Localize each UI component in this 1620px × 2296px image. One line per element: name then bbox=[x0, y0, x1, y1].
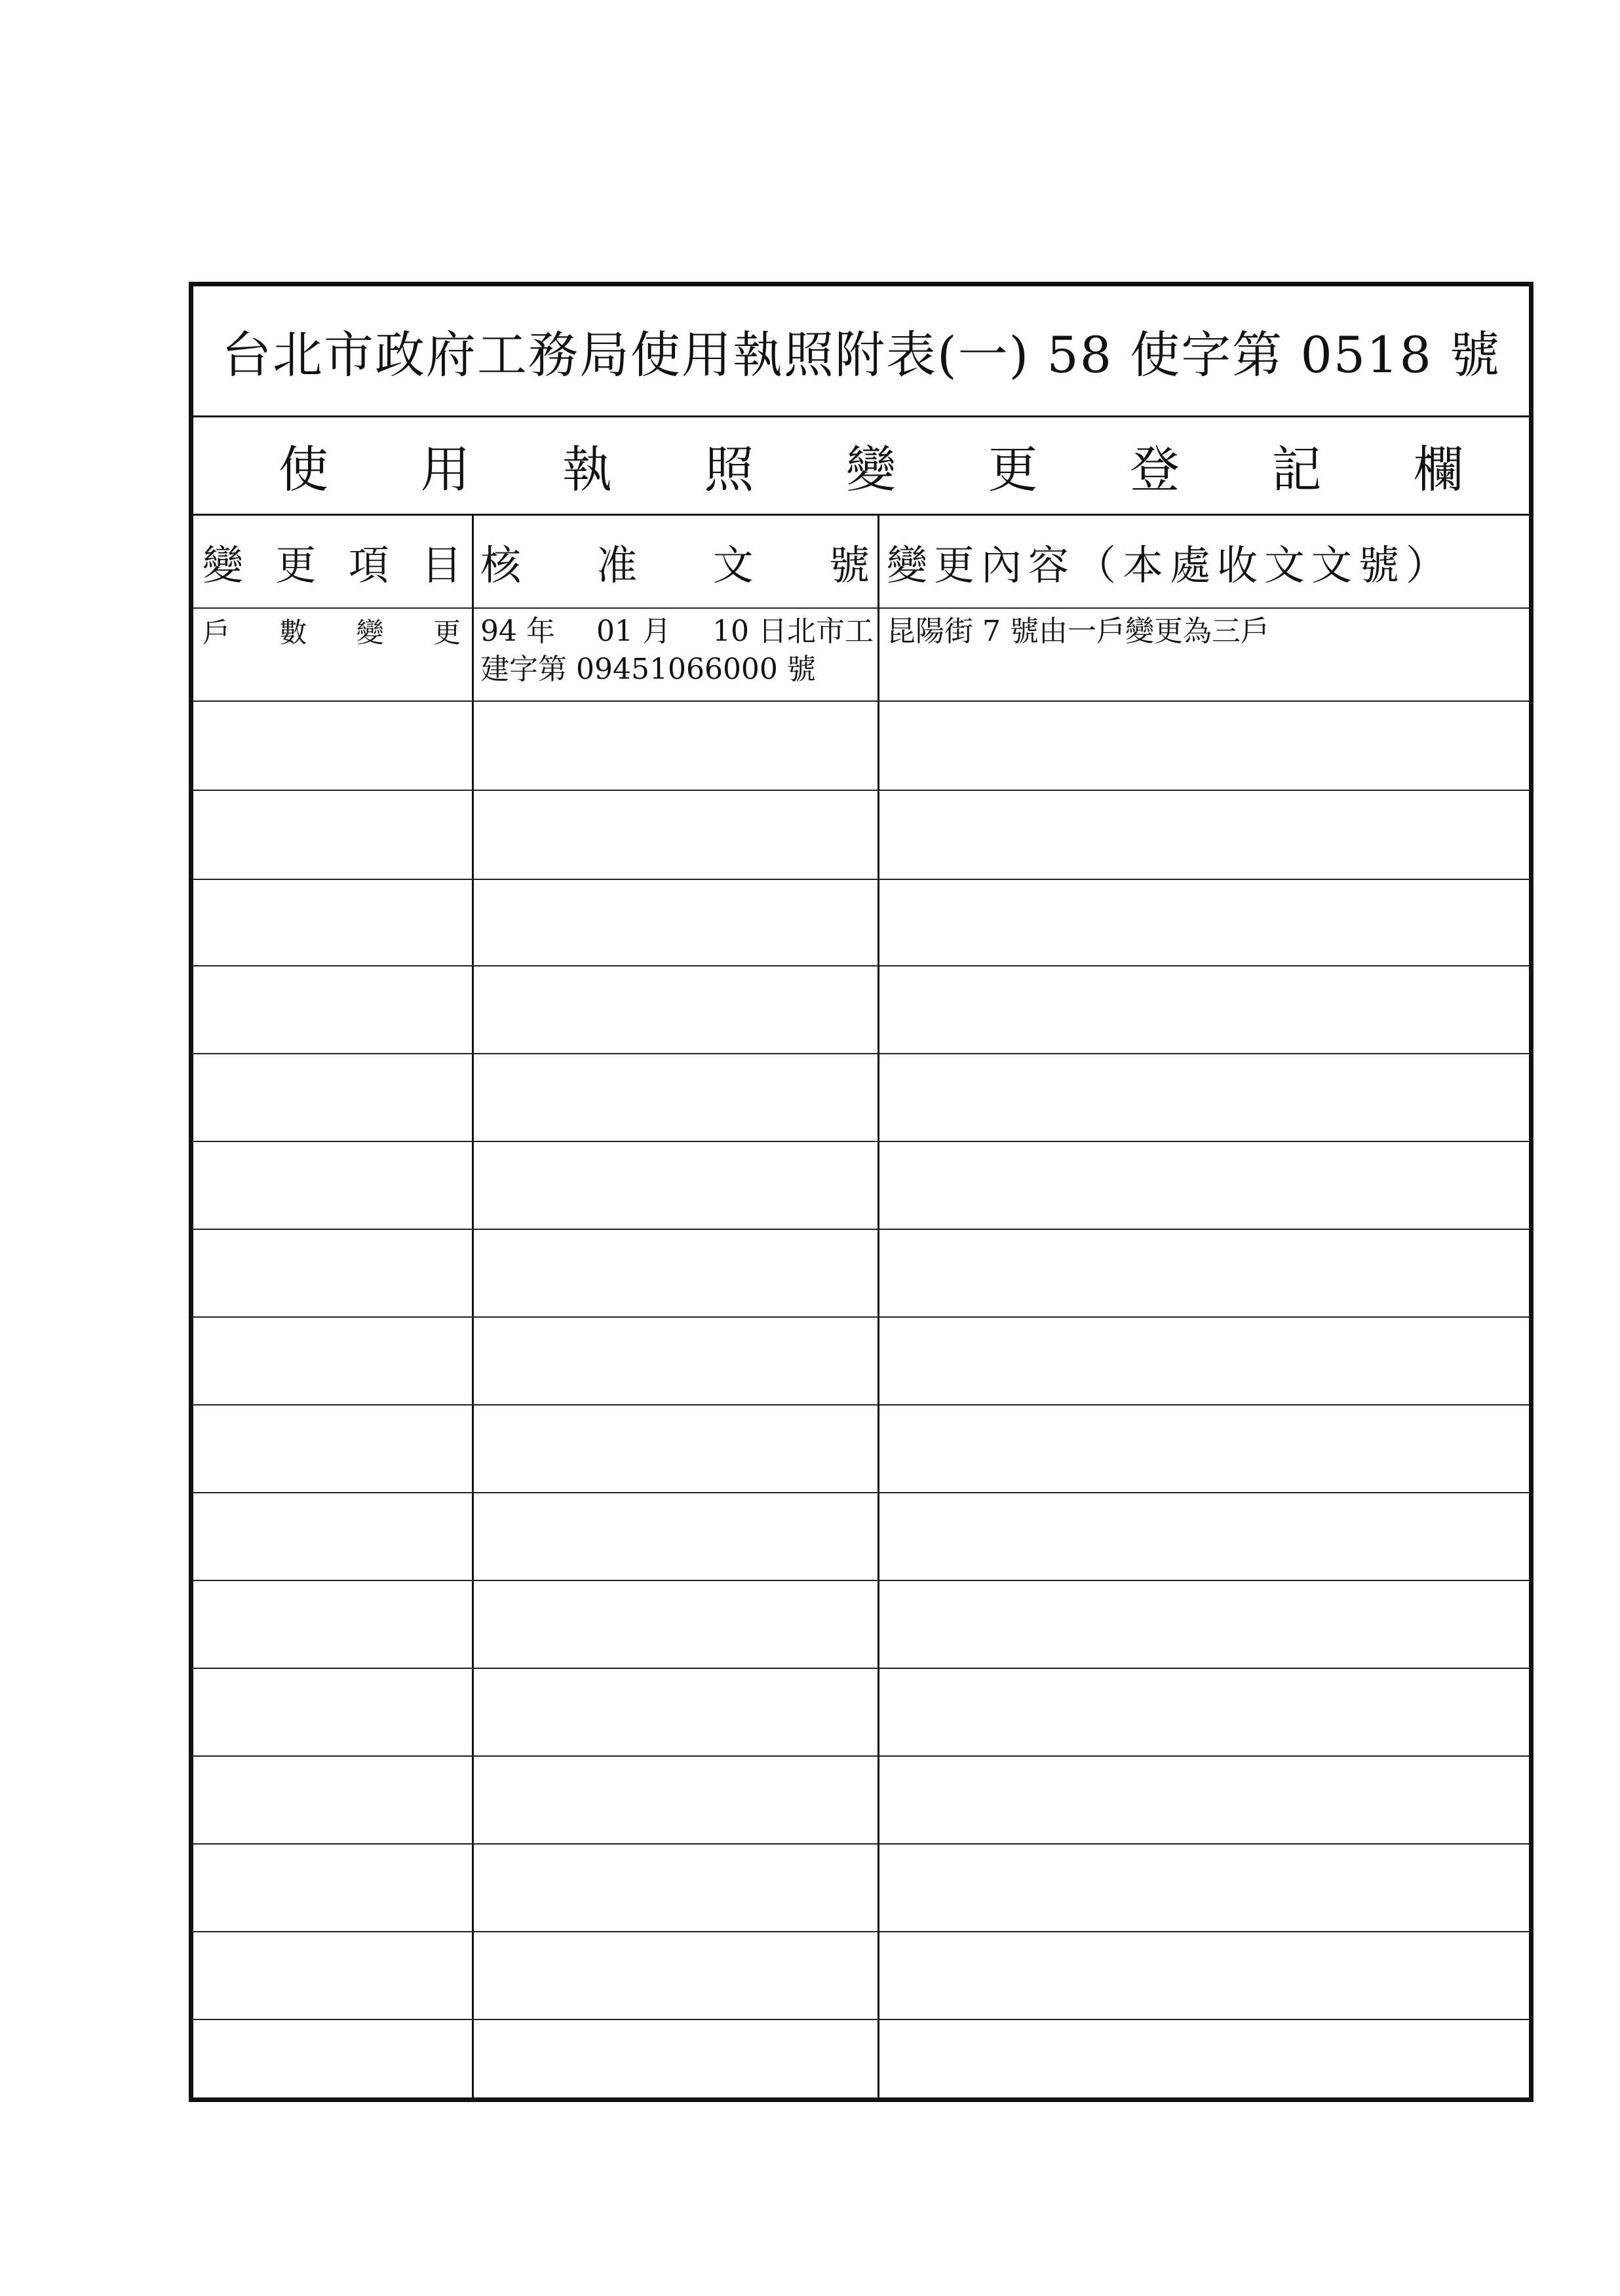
section-char: 記 bbox=[1271, 440, 1322, 499]
section-char: 更 bbox=[988, 440, 1038, 499]
row-divider bbox=[193, 1316, 1529, 1318]
item-char: 更 bbox=[433, 617, 461, 649]
date-part: 01 月 bbox=[596, 615, 671, 648]
date-part: 94 年 bbox=[480, 615, 555, 648]
row-divider bbox=[193, 1404, 1529, 1406]
section-char: 使 bbox=[279, 440, 328, 499]
header-char: 文 bbox=[712, 541, 754, 589]
row-divider bbox=[193, 1931, 1529, 1932]
row-divider bbox=[193, 1843, 1529, 1845]
date-part: 10 日北市工 bbox=[712, 615, 874, 648]
header-char: 准 bbox=[596, 541, 638, 589]
item-char: 戶 bbox=[202, 617, 231, 649]
column-divider bbox=[878, 516, 879, 2097]
row-divider bbox=[193, 1141, 1529, 1142]
header-char: 核 bbox=[480, 541, 522, 589]
row-divider bbox=[193, 607, 1529, 609]
row-divider bbox=[193, 965, 1529, 966]
usage-license-form bbox=[189, 282, 1533, 2102]
section-char: 欄 bbox=[1414, 440, 1463, 499]
column-header-change-content: 變更內容（本處收文文號） bbox=[887, 541, 1454, 589]
row-divider bbox=[193, 1229, 1529, 1230]
row-divider bbox=[193, 1580, 1529, 1581]
header-char: 號 bbox=[828, 541, 870, 589]
column-header-change-item bbox=[202, 516, 465, 607]
header-char: 目 bbox=[421, 541, 462, 589]
section-char: 執 bbox=[562, 440, 612, 499]
header-char: 更 bbox=[275, 541, 317, 589]
approval-number-line-2: 建字第 09451066000 號 bbox=[480, 653, 816, 686]
section-char: 照 bbox=[704, 440, 754, 499]
header-char: 變 bbox=[202, 541, 244, 589]
item-char: 數 bbox=[279, 617, 307, 649]
section-heading bbox=[193, 417, 1529, 516]
row-divider bbox=[193, 879, 1529, 880]
row-divider bbox=[193, 1755, 1529, 1757]
row-divider bbox=[193, 700, 1529, 702]
section-char: 登 bbox=[1130, 440, 1180, 499]
row-divider bbox=[193, 790, 1529, 791]
section-char: 變 bbox=[846, 440, 896, 499]
row-1-approval-number bbox=[480, 613, 874, 689]
section-char: 用 bbox=[420, 440, 471, 499]
row-1-change-item bbox=[202, 614, 465, 652]
row-divider bbox=[193, 1053, 1529, 1054]
column-header-approval-number bbox=[480, 516, 874, 607]
column-divider bbox=[472, 516, 474, 2097]
row-1-change-content: 昆陽街 7 號由一戶變更為三戶 bbox=[887, 615, 1269, 648]
item-char: 變 bbox=[356, 617, 384, 649]
approval-number-line-1 bbox=[480, 613, 874, 651]
row-divider bbox=[193, 1492, 1529, 1493]
change-record-table bbox=[193, 516, 1529, 2097]
row-divider bbox=[193, 2019, 1529, 2020]
row-divider bbox=[193, 1668, 1529, 1669]
form-title: 台北市政府工務局使用執照附表(一) 58 使字第 0518 號 bbox=[193, 286, 1529, 417]
header-char: 項 bbox=[348, 541, 389, 589]
